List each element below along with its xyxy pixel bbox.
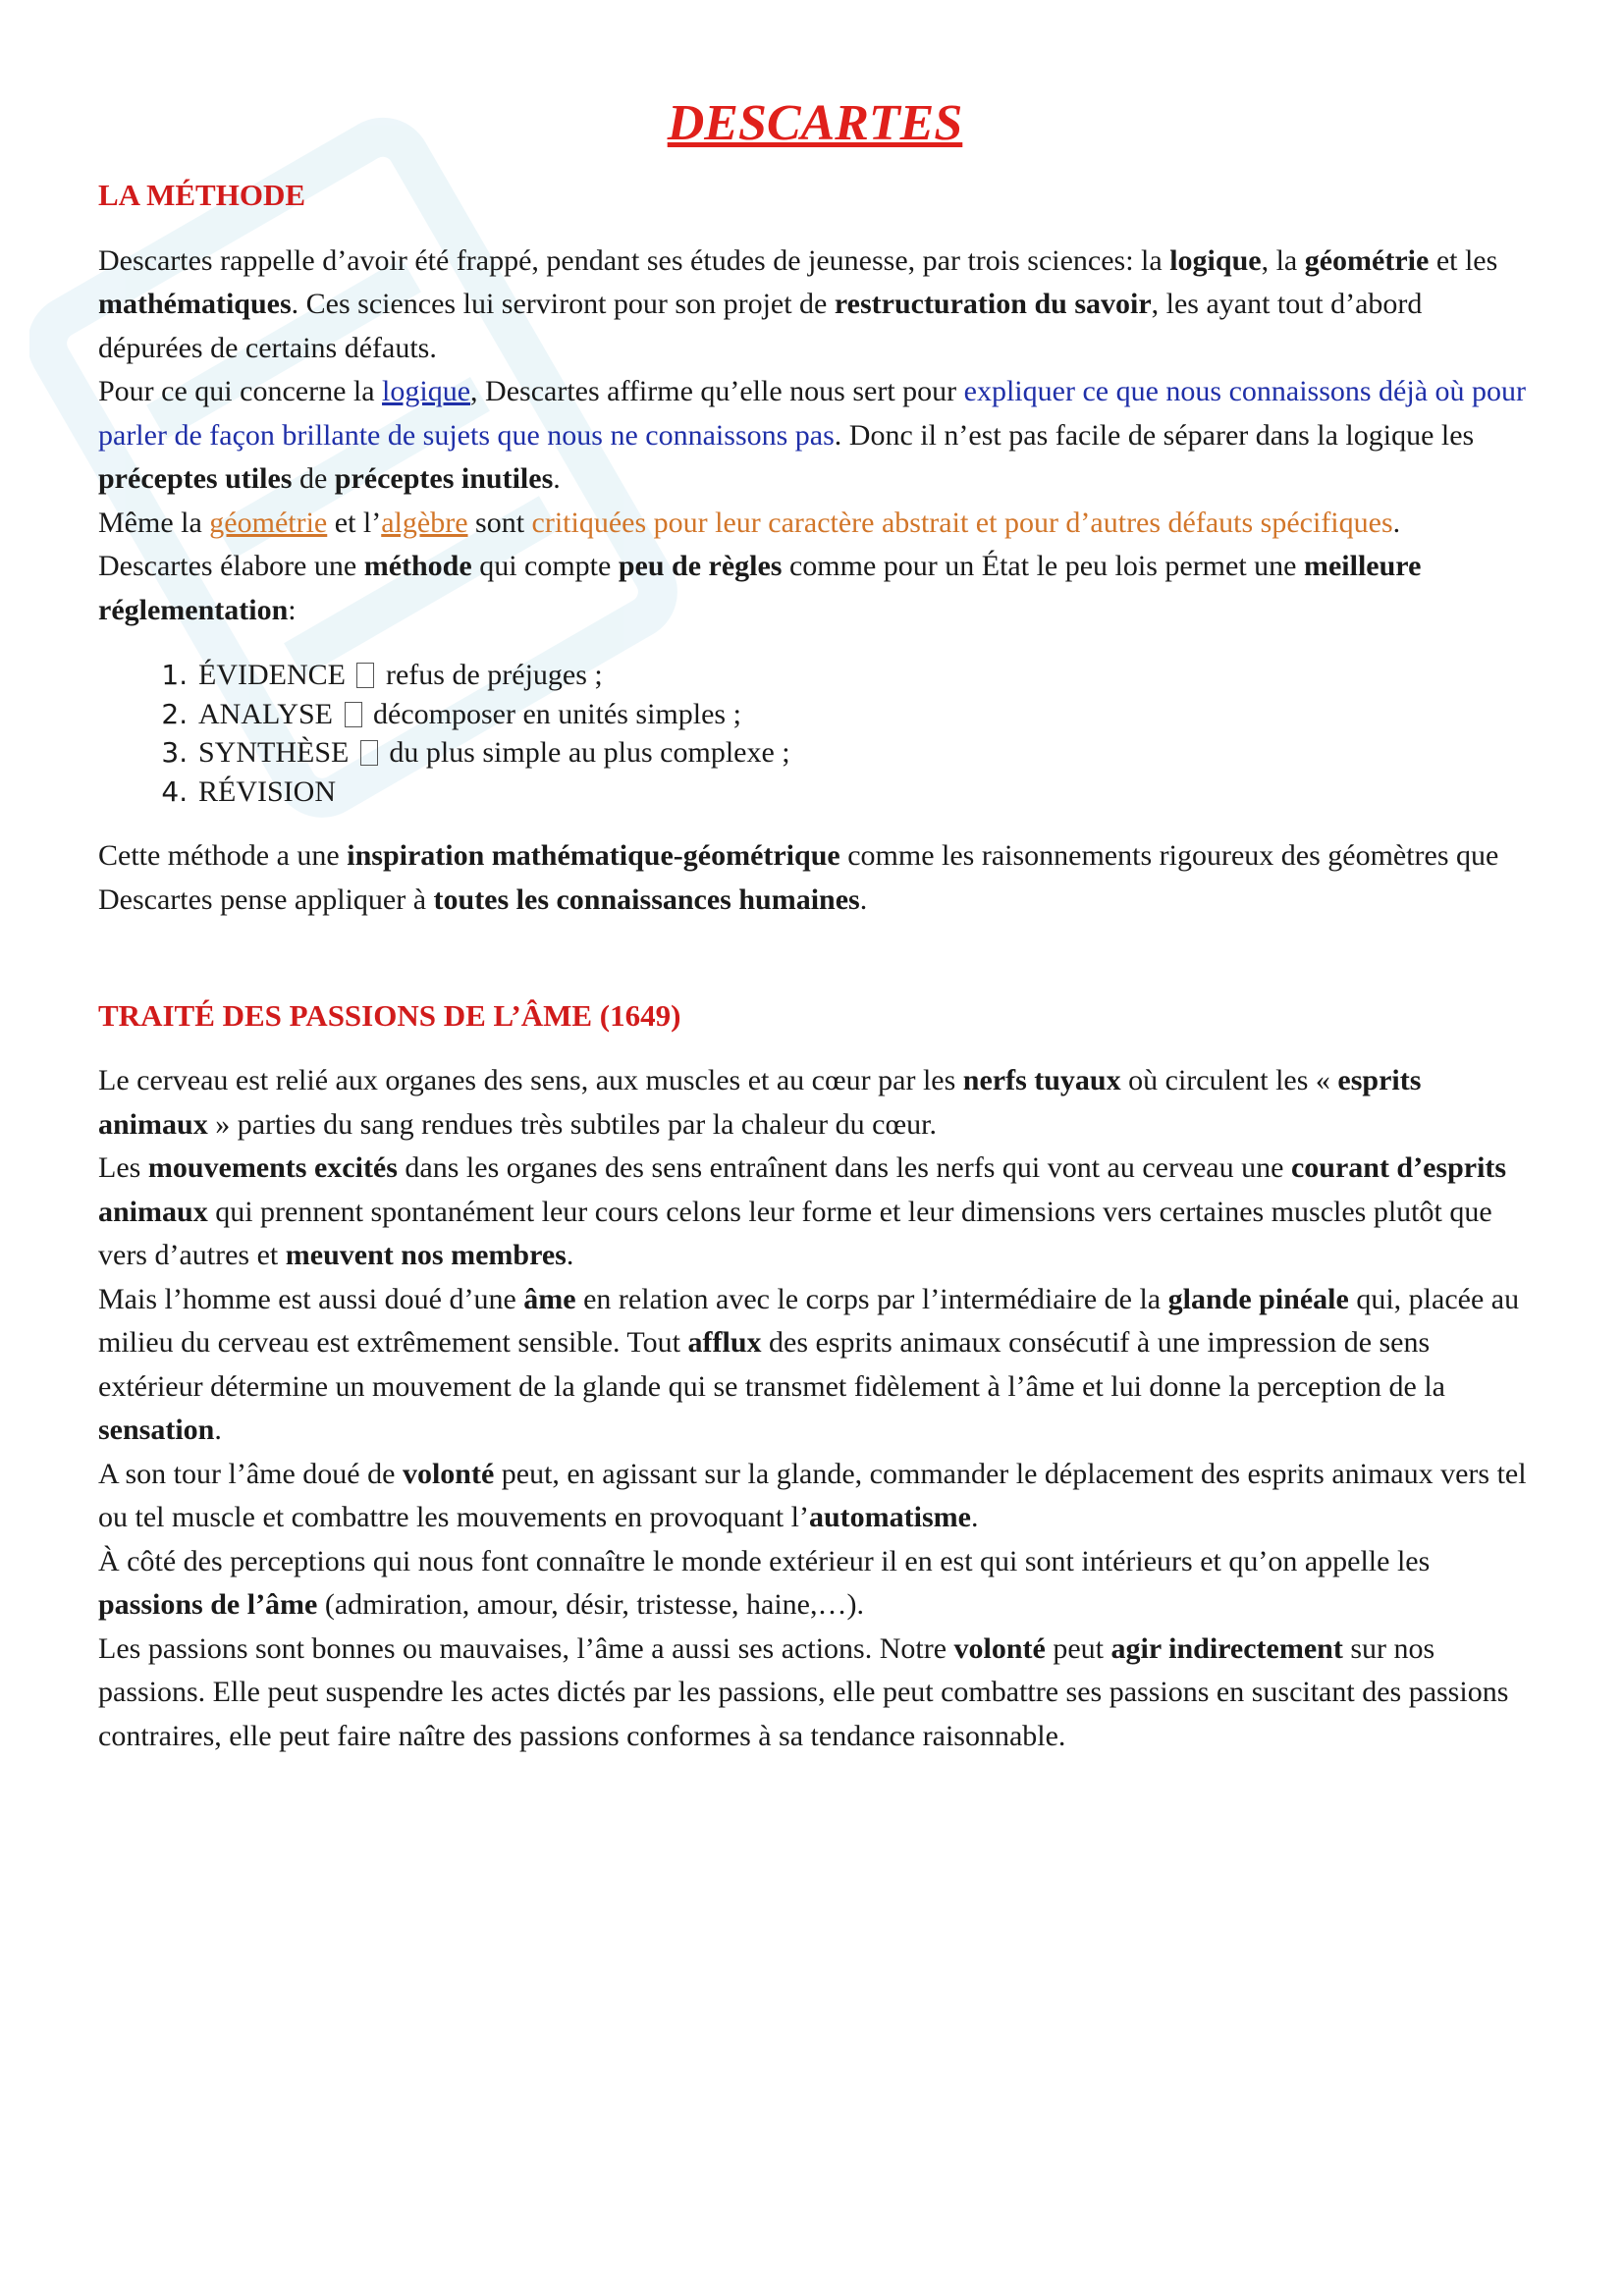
arrow-placeholder-icon [345, 702, 362, 727]
document-page [98, 93, 1532, 1758]
passions-paragraph-6: Les passions sont bonnes ou mauvaises, l’âme a aussi ses actions. Notre volonté peut agir indirectement sur nos passions. Elle peut suspendre les actes dictés par les passions, elle peut combattre ses passions en suscitant des passions contraires, elle peut faire naître des passions conformes à sa tendance raisonnable. [98, 1631, 1509, 1752]
method-paragraph-1: Descartes rappelle d’avoir été frappé, pendant ses études de jeunesse, par trois sciences: la logique, la géométrie et les mathématiques. Ces sciences lui serviront pour son projet de restructuration du savoir, les ayant tout d’abord dépurées de certains défauts. [98, 243, 1498, 364]
passions-paragraph-3: Mais l’homme est aussi doué d’une âme en relation avec le corps par l’intermédiaire de la glande pinéale qui, placée au milieu du cerveau est extrêmement sensible. Tout afflux des esprits animaux consécutif à une impression de sens extérieur détermine un mouvement de la glande qui se transmet fidèlement à l’âme et lui donne la perception de la sensation. [98, 1282, 1520, 1447]
method-paragraph-4: Descartes élabore une méthode qui compte peu de règles comme pour un État le peu lois permet une meilleure réglementation: [98, 550, 1422, 626]
list-item: 1. ÉVIDENCE refus de préjuges ; [196, 656, 1532, 695]
list-item: 2. ANALYSE décomposer en unités simples ; [196, 695, 1532, 734]
method-rules-list [98, 656, 1532, 811]
method-paragraph-3: Même la géométrie et l’algèbre sont critiquées pour leur caractère abstrait et pour d’autres défauts spécifiques. [98, 506, 1401, 539]
passions-heading: TRAITÉ DES PASSIONS DE L’ÂME (1649) [98, 998, 681, 1034]
geometrie-link[interactable]: géométrie [209, 506, 328, 539]
method-heading: LA MÉTHODE [98, 178, 306, 213]
method-paragraph-2: Pour ce qui concerne la logique, Descartes affirme qu’elle nous sert pour expliquer ce que nous connaissons déjà où pour parler de façon brillante de sujets que nous ne connaissons pas. Donc il n’est pas facile de séparer dans la logique les préceptes utiles de préceptes inutiles. [98, 375, 1527, 496]
list-item: 3. SYNTHÈSE du plus simple au plus complexe ; [196, 733, 1532, 773]
list-item: 4. RÉVISION [196, 773, 1532, 812]
method-paragraph-5: Cette méthode a une inspiration mathématique-géométrique comme les raisonnements rigoureux des géomètres que Descartes pense appliquer à toutes les connaissances humaines. [98, 839, 1499, 916]
passions-paragraph-4: A son tour l’âme doué de volonté peut, en agissant sur la glande, commander le déplacement des esprits animaux vers tel ou tel muscle et combattre les mouvements en provoquant l’automatisme. [98, 1457, 1527, 1534]
passions-text [98, 1059, 1532, 1758]
logique-link[interactable]: logique [382, 375, 471, 408]
passions-paragraph-2: Les mouvements excités dans les organes des sens entraînent dans les nerfs qui vont au cerveau une courant d’esprits animaux qui prennent spontanément leur cours celons leur forme et leur dimensions vers certaines muscles plutôt que vers d’autres et meuvent nos membres. [98, 1151, 1507, 1272]
passions-paragraph-5: À côté des perceptions qui nous font connaître le monde extérieur il en est qui sont intérieurs et qu’on appelle les passions de l’âme (admiration, amour, désir, tristesse, haine,…). [98, 1544, 1431, 1622]
passions-paragraph-1: Le cerveau est relié aux organes des sens, aux muscles et au cœur par les nerfs tuyaux où circulent les « esprits animaux » parties du sang rendues très subtiles par la chaleur du cœur. [98, 1064, 1422, 1141]
algebre-link[interactable]: algèbre [381, 506, 468, 539]
arrow-placeholder-icon [356, 663, 374, 688]
method-text [98, 240, 1532, 633]
document-title: DESCARTES [667, 95, 963, 151]
arrow-placeholder-icon [360, 740, 378, 766]
